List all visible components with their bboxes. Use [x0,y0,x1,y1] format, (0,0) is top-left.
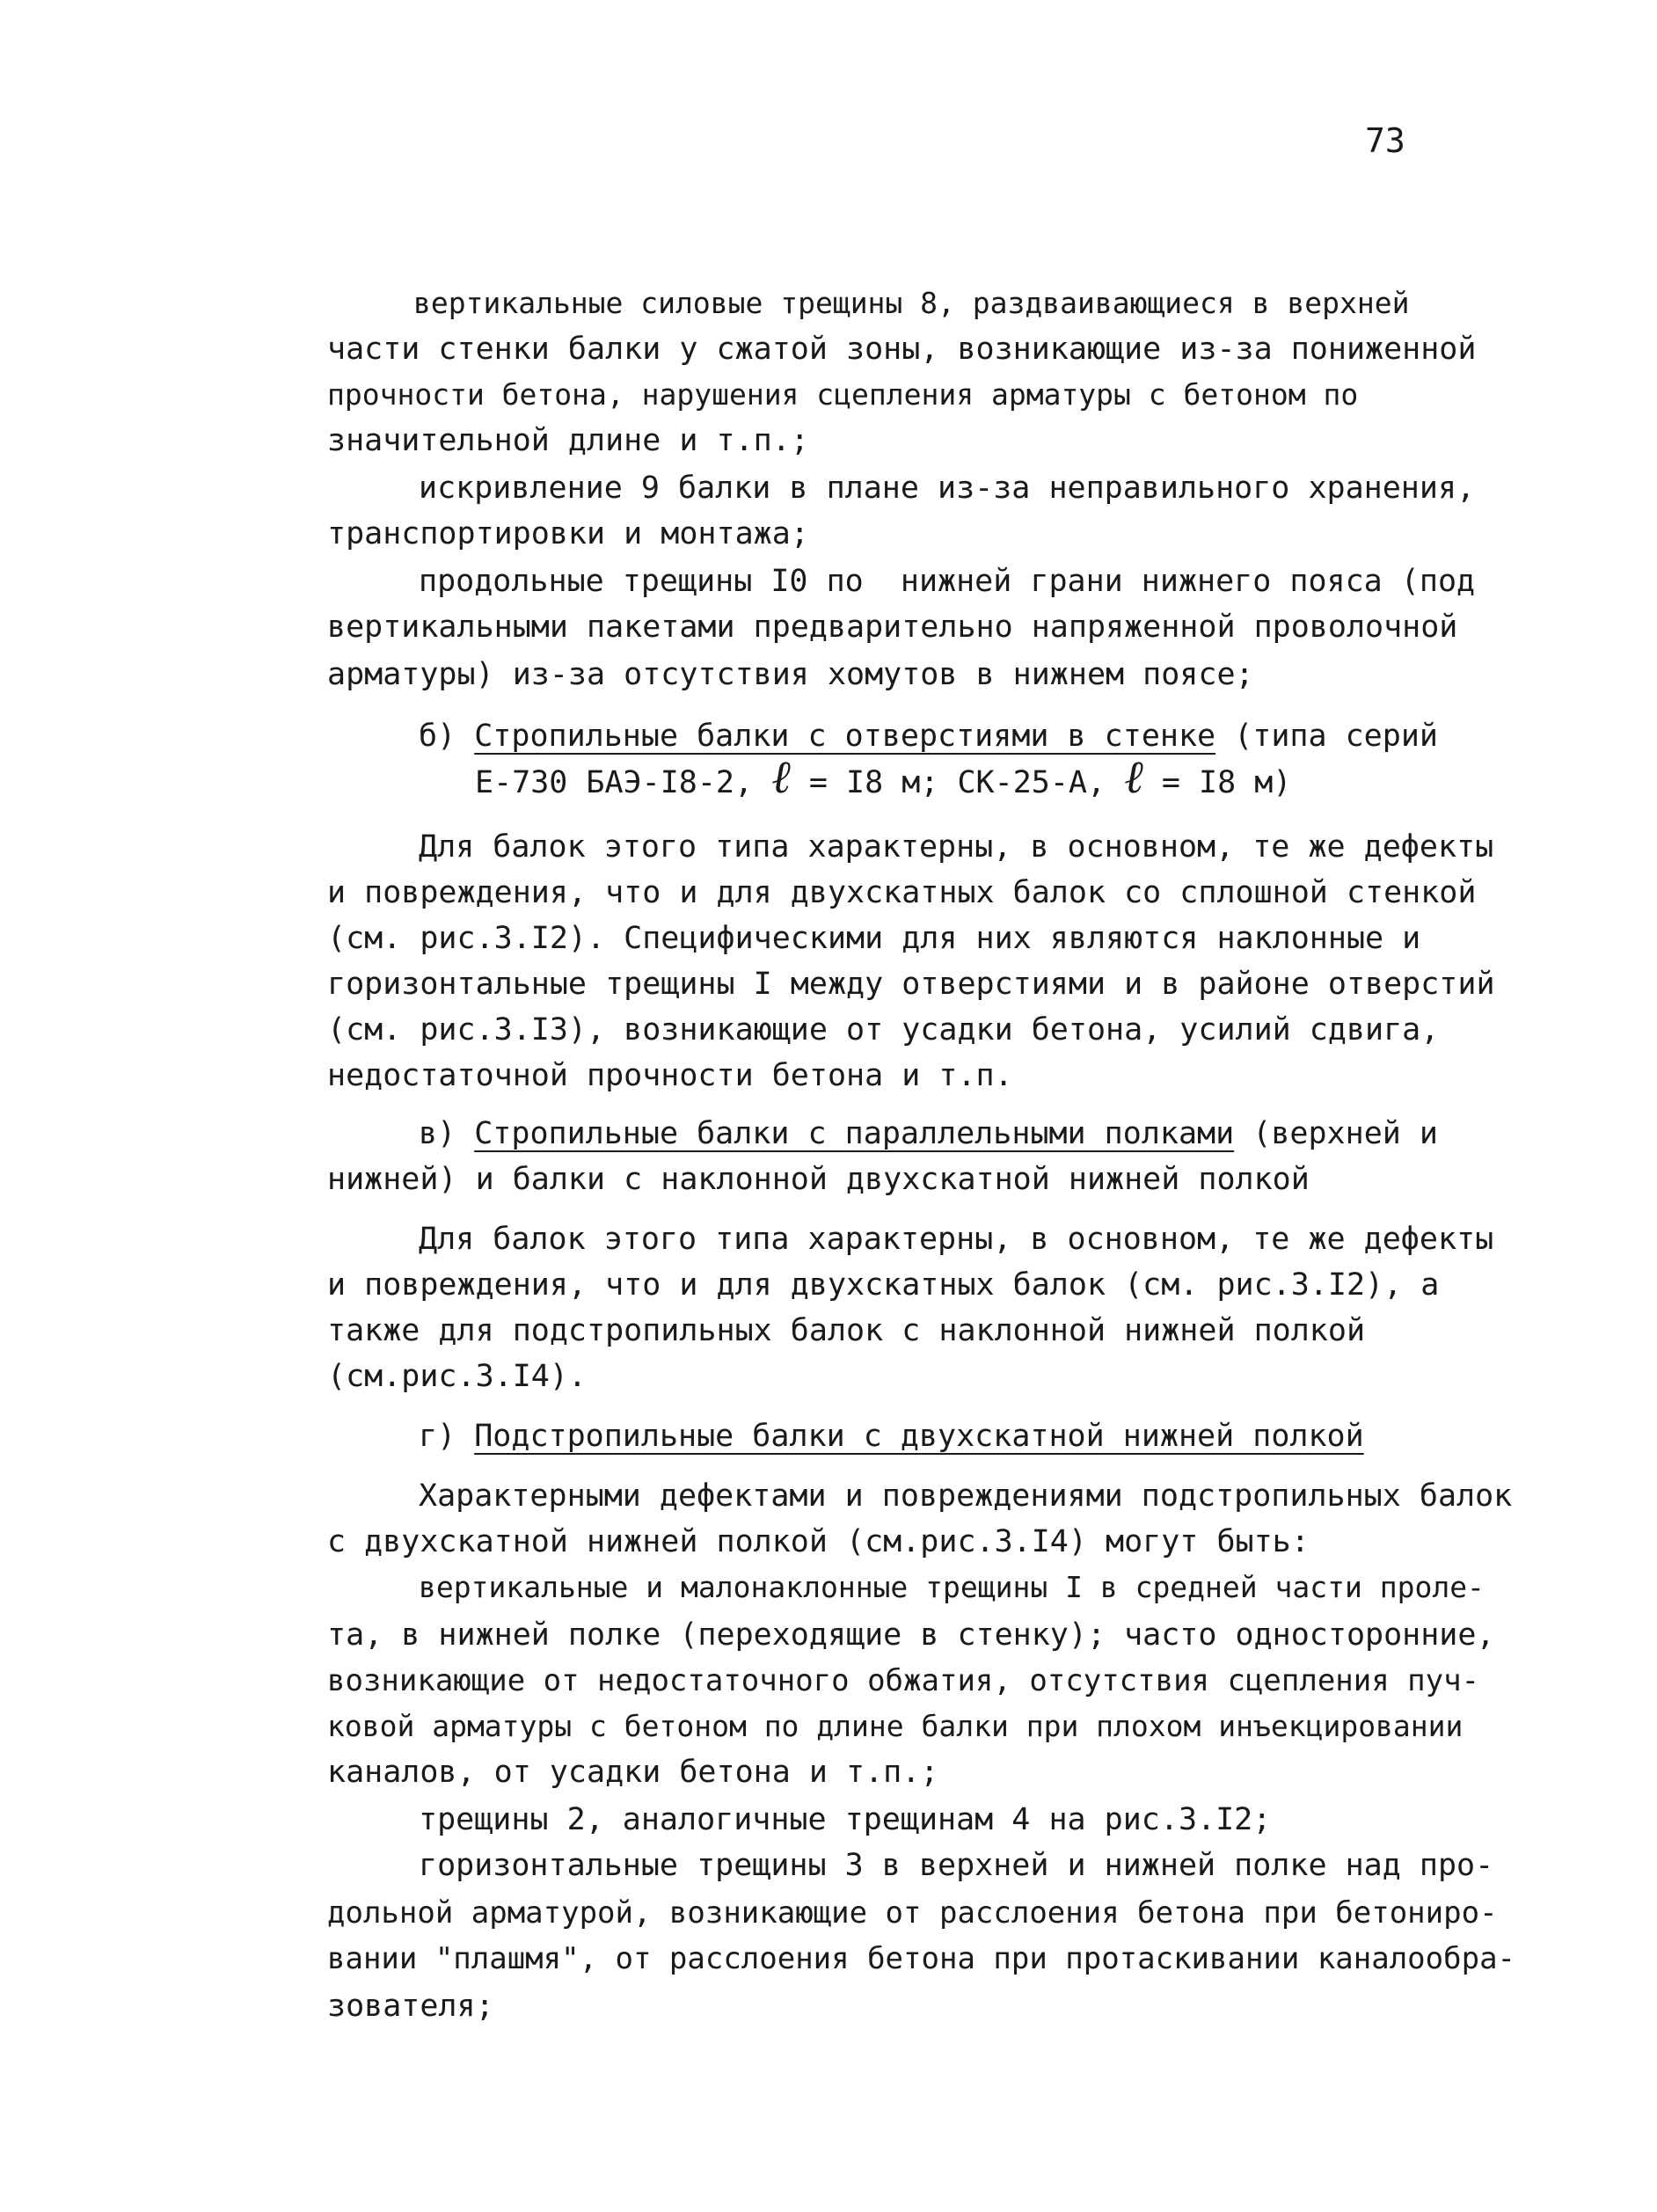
text-line: (верхней и [1234,1116,1438,1151]
text-line: зователя; [327,1989,494,2024]
section-b-series [475,751,1292,805]
text-line: горизонтальные трещины 3 в верхней и нижней полке над про- [419,1848,1494,1883]
text-line: (см. рис.3.I3), возникающие от усадки бетона, усилий сдвига, [327,1012,1440,1048]
section-title: Стропильные балки с отверстиями в стенке [474,719,1216,754]
section-marker: г) [419,1419,456,1454]
text-line: вании "плашмя", от расслоения бетона при протаскивании каналообра- [327,1941,1516,1976]
script-l-symbol: ℓ [771,751,791,804]
script-l-symbol: ℓ [1124,751,1143,804]
text-line: трещины 2, аналогичные трещинам 4 на рис.3.I2; [419,1802,1272,1837]
text-line: транспортировки и монтажа; [327,516,809,551]
section-v-heading [419,1112,1438,1156]
section-g-heading [419,1414,1364,1458]
text-line: вертикальными пакетами предварительно напряженной проволочной [327,610,1458,645]
section-marker: б) [419,719,456,754]
text-line: с двухскатной нижней полкой (см.рис.3.I4) могут быть: [327,1524,1310,1559]
page-number: 73 [1365,121,1405,160]
section-b-heading [419,714,1438,758]
text-line: (типа серий [1215,719,1438,754]
text-line: = I8 м; СК-25-А, [790,765,1106,800]
text-line: возникающие от недостаточного обжатия, отсутствия сцепления пуч- [327,1663,1480,1698]
text-line: продольные трещины I0 по нижней грани нижнего пояса (под [419,564,1476,599]
text-line: и повреждения, что и для двухскатных балок со сплошной стенкой [327,875,1477,910]
text-line: искривление 9 балки в плане из-за неправильного хранения, [419,471,1476,506]
text-line: каналов, от усадки бетона и т.п.; [327,1755,939,1790]
text-line: Е-730 БАЭ-I8-2, [475,765,754,800]
text-line: дольной арматурой, возникающие от расслоения бетона при бетониро- [327,1895,1498,1931]
text-line: также для подстропильных балок с наклонной нижней полкой [327,1313,1366,1348]
text-line: = I8 м) [1142,765,1292,800]
text-line: (см.рис.3.I4). [327,1359,588,1394]
text-line: ковой арматуры с бетоном по длине балки при плохом инъекцировании [327,1709,1464,1743]
text-line: части стенки балки у сжатой зоны, возникающие из-за пониженной [327,332,1477,367]
text-line: значительной длине и т.п.; [327,423,809,458]
text-line: Для балок этого типа характерны, в основном, те же дефекты [419,829,1494,865]
text-line: Характерными дефектами и повреждениями подстропильных балок [419,1478,1513,1514]
section-marker: в) [419,1116,456,1151]
text-line: (см. рис.3.I2). Специфическими для них являются наклонные и [327,921,1421,956]
text-line: арматуры) из-за отсутствия хомутов в нижнем поясе; [327,657,1254,692]
text-line: нижней) и балки с наклонной двухскатной нижней полкой [327,1162,1310,1197]
text-line: вертикальные и малонаклонные трещины I в средней части проле- [419,1570,1485,1604]
text-line: и повреждения, что и для двухскатных балок (см. рис.3.I2), а [327,1267,1440,1303]
section-title: Стропильные балки с параллельными полками [474,1116,1235,1151]
text-line: прочности бетона, нарушения сцепления арматуры с бетоном по [327,377,1359,412]
text-line: та, в нижней полке (переходящие в стенку); часто односторонние, [327,1617,1495,1653]
text-line: вертикальные силовые трещины 8, раздваивающиеся в верхней [413,286,1410,320]
text-line: горизонтальные трещины I между отверстиями и в районе отверстий [327,967,1495,1002]
text-line: Для балок этого типа характерны, в основном, те же дефекты [419,1222,1494,1257]
section-title: Подстропильные балки с двухскатной нижней полкой [474,1419,1364,1454]
text-line: недостаточной прочности бетона и т.п. [327,1058,1013,1093]
